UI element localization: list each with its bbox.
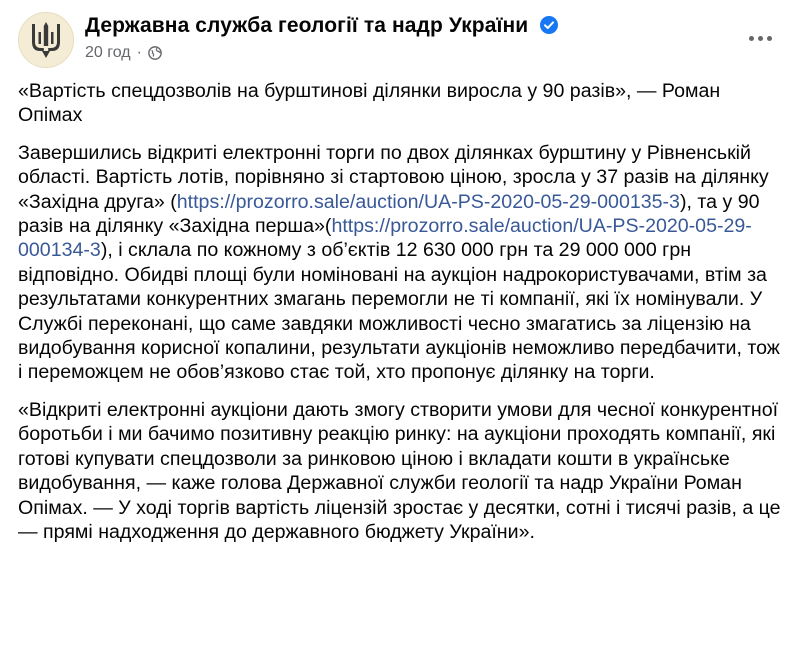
page-avatar[interactable] (18, 12, 74, 68)
page-name-row (85, 14, 558, 38)
post-paragraph-1 (18, 141, 786, 385)
verified-badge-icon (540, 16, 558, 34)
globe-icon[interactable] (148, 46, 162, 60)
paragraph-1-text-a: Завершились відкриті електронні торги по двох ділянках бурштину у Рівненській області. Вартість лотів, порівняно зі стартовою ціною, зросла у 37 разів на ділянку «Західна друга» ( (18, 141, 769, 213)
more-options-icon (767, 36, 772, 41)
post-body (18, 79, 786, 557)
paragraph-1-text-b: ), та у 90 разів на ділянку «Західна перша»( (18, 190, 760, 238)
trident-emblem-icon (29, 20, 63, 60)
auction-link-1[interactable]: https://prozorro.sale/auction/UA-PS-2020-05-29-000135-3 (176, 190, 680, 213)
post-header (18, 12, 788, 72)
post-meta (85, 44, 162, 62)
paragraph-1-text-c: ), і склала по кожному з об’єктів 12 630 000 грн та 29 000 000 грн відповідно. Обидві площі були номіновані на аукціон надрокористувачами, втім за результатами конкурентних змагань перемогли не ті компанії, які їх номінували. У Службі переконані, що саме завдяки можливості чесно змагатись за ліцензію на видобування корисної копалини, результати аукціонів неможливо передбачити, тож і переможцем не обов’язково стає той, хто пропонує ділянку на торги. (18, 239, 780, 384)
meta-separator: · (136, 44, 142, 61)
more-options-button[interactable] (742, 20, 778, 56)
page-name-link[interactable]: Державна служба геології та надр України (85, 14, 529, 37)
post-title: «Вартість спецдозволів на бурштинові ділянки виросла у 90 разів», — Роман Опімах (18, 80, 721, 127)
post-timestamp[interactable]: 20 год (85, 44, 131, 61)
post-paragraph-2: «Відкриті електронні аукціони дають змогу створити умови для чесної конкурентної боротьби і ми бачимо позитивну реакцію ринку: на аукціони проходять компанії, які готові купувати спецдозволи за ринковою ціною і вкладати кошти в українське видобування, — каже голова Державної служби геології та надр України Роман Опімах. — У ході торгів вартість ліцензій зростає у десятки, сотні і тисячі разів, а це — прямі надходження до державного бюджету України». (18, 398, 781, 543)
auction-link-2[interactable]: https://prozorro.sale/auction/UA-PS-2020-05-29-000134-3 (18, 215, 752, 262)
more-options-icon (758, 36, 763, 41)
more-options-icon (749, 36, 754, 41)
